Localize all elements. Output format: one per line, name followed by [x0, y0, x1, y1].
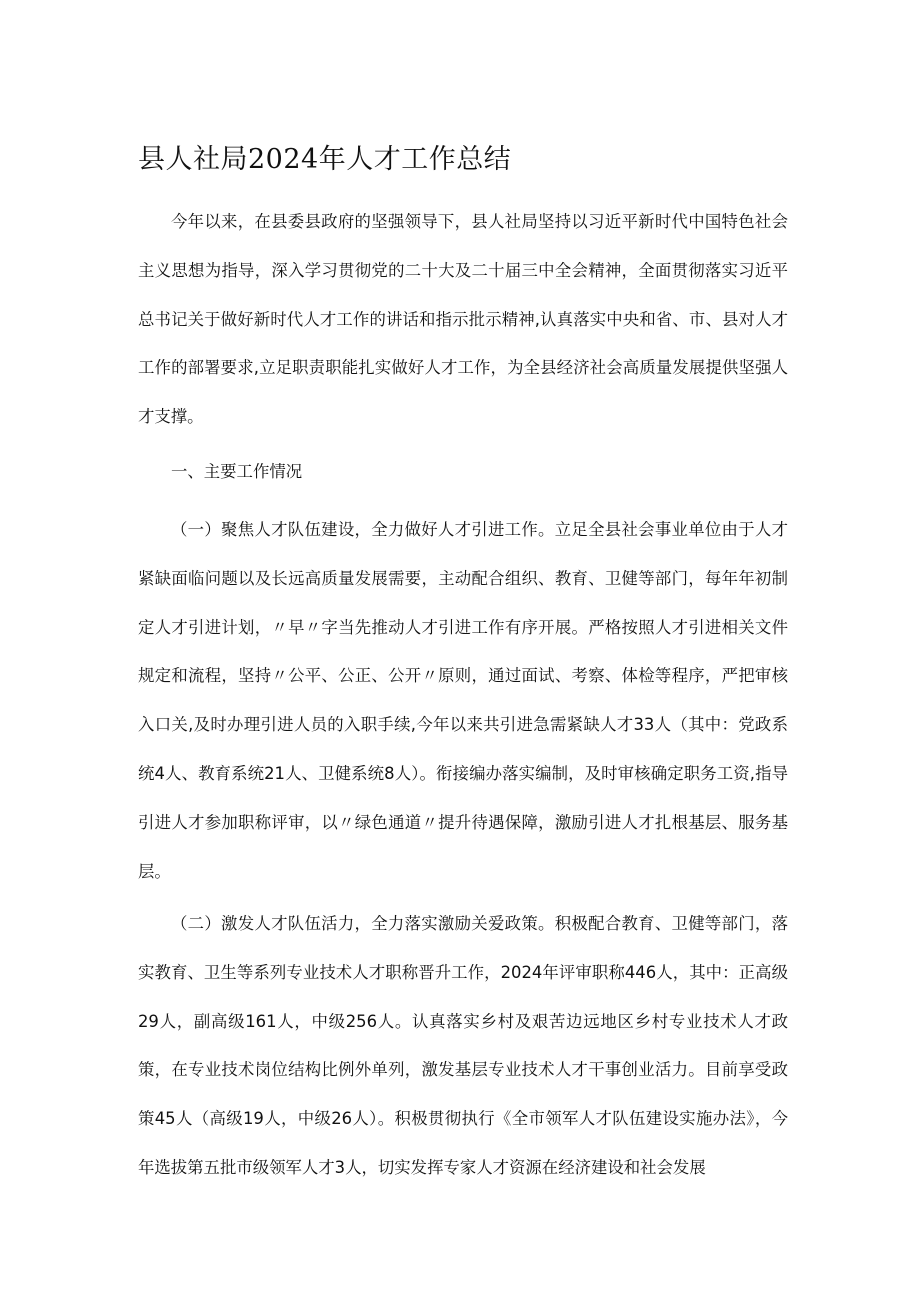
subsection-paragraph-2: （二）激发人才队伍活力，全力落实激励关爱政策。积极配合教育、卫健等部门，落实教育、卫生等系列专业技术人才职称晋升工作，2024年评审职称446人，其中：正高级29人，副高级161人，中级256人。认真落实乡村及艰苦边远地区乡村专业技术人才政策，在专业技术岗位结构比例外单列，激发基层专业技术人才干事创业活力。目前享受政策45人（高级19人，中级26人）。积极贯彻执行《全市领军人才队伍建设实施办法》，今年选拔第五批市级领军人才3人，切实发挥专家人才资源在经济建设和社会发展: [138, 914, 788, 1177]
intro-paragraph: 今年以来，在县委县政府的坚强领导下，县人社局坚持以习近平新时代中国特色社会主义思想为指导，深入学习贯彻党的二十大及二十届三中全会精神，全面贯彻落实习近平总书记关于做好新时代人才工作的讲话和指示批示精神,认真落实中央和省、市、县对人才工作的部署要求,立足职责职能扎实做好人才工作，为全县经济社会高质量发展提供坚强人才支撑。: [138, 212, 788, 427]
document-title: 县人社局2024年人才工作总结: [138, 144, 512, 175]
subsection-paragraph-1: （一）聚焦人才队伍建设，全力做好人才引进工作。立足全县社会事业单位由于人才紧缺面临问题以及长远高质量发展需要，主动配合组织、教育、卫健等部门，每年年初制定人才引进计划，〃早〃字当先推动人才引进工作有序开展。严格按照人才引进相关文件规定和流程，坚持〃公平、公正、公开〃原则，通过面试、考察、体检等程序，严把审核入口关,及时办理引进人员的入职手续,今年以来共引进急需紧缺人才33人（其中：党政系统4人、教育系统21人、卫健系统8人）。衔接编办落实编制，及时审核确定职务工资,指导引进人才参加职称评审，以〃绿色通道〃提升待遇保障，激励引进人才扎根基层、服务基层。: [138, 520, 788, 881]
section-heading: 一、主要工作情况: [171, 462, 303, 481]
